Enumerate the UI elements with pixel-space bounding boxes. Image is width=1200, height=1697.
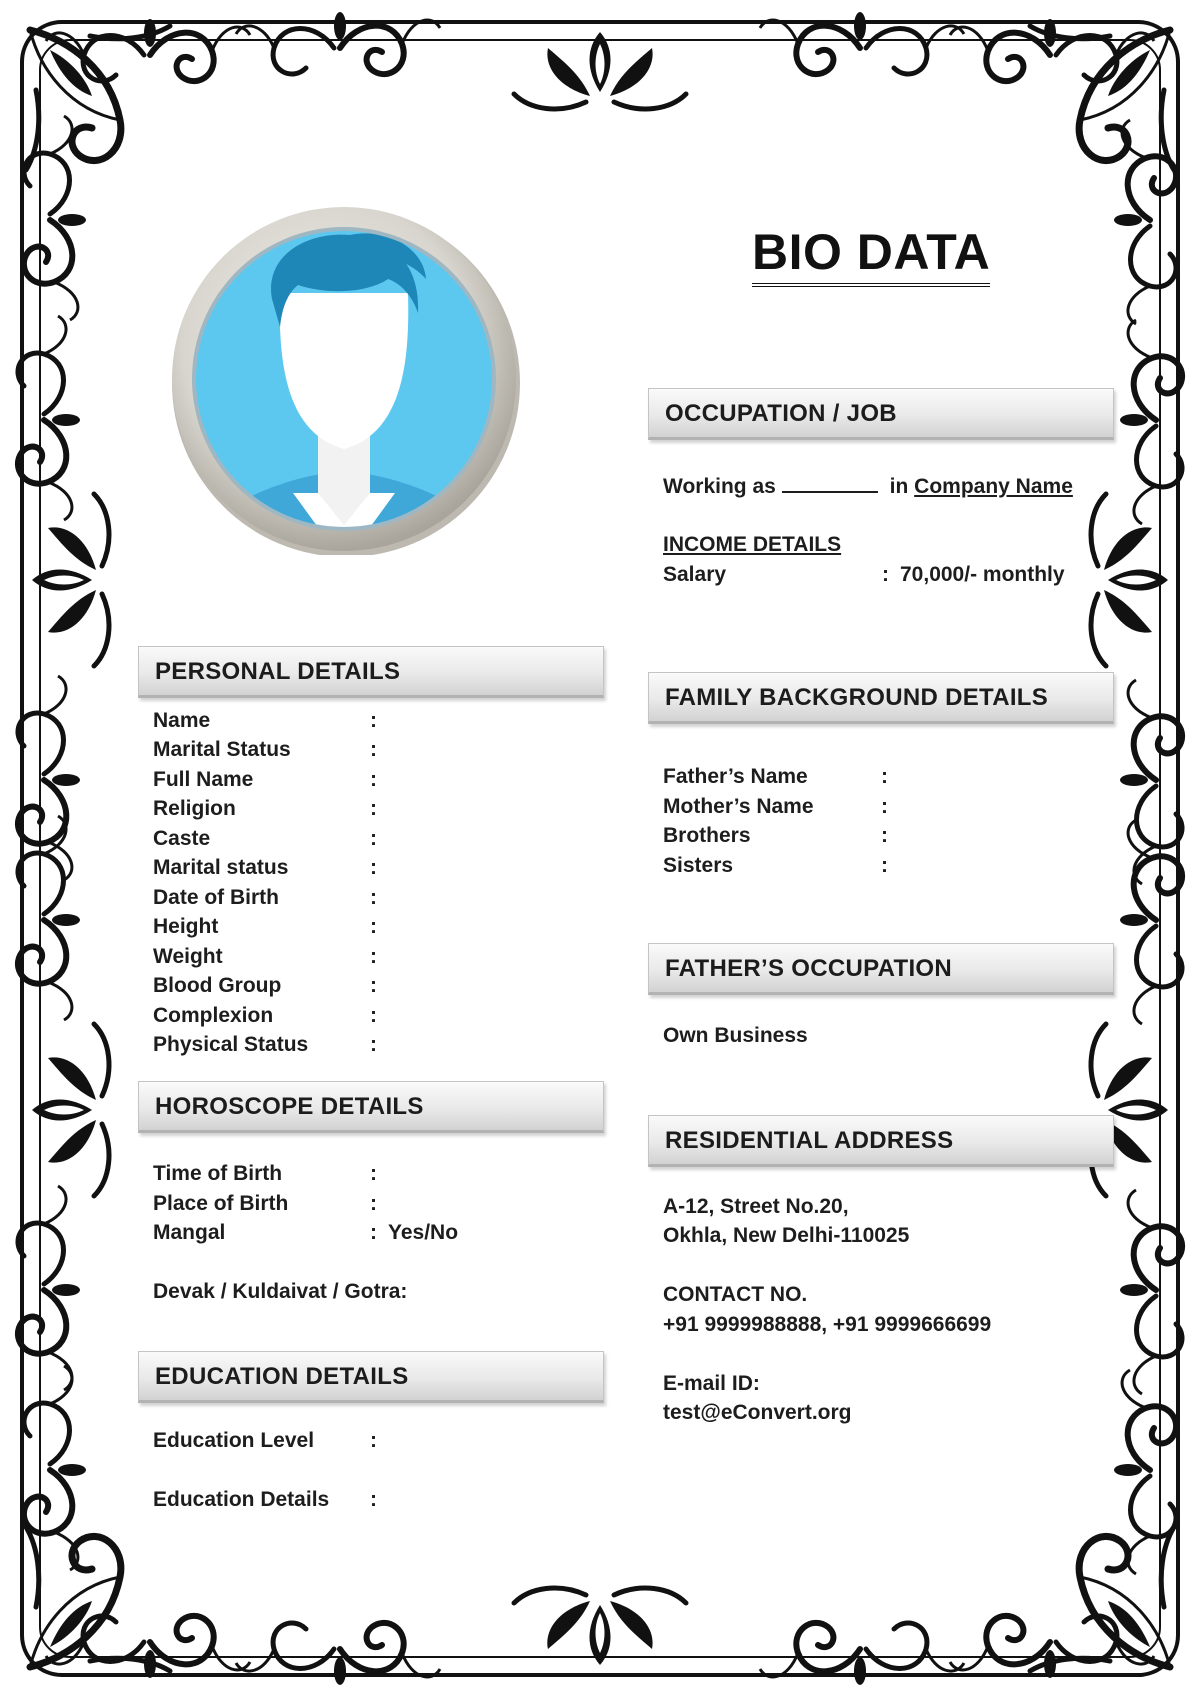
field-colon: : — [370, 827, 377, 850]
field-colon: : — [370, 738, 377, 761]
personal-field: Physical Status — [153, 1033, 309, 1056]
family-field: Mother’s Name — [663, 795, 814, 818]
residential-address-header: RESIDENTIAL ADDRESS — [648, 1115, 1114, 1167]
gotra-label: Devak / Kuldaivat / Gotra: — [153, 1280, 408, 1303]
email-label: E-mail ID: — [663, 1372, 760, 1395]
page-title: BIO DATA — [752, 223, 990, 287]
personal-field: Caste — [153, 827, 211, 850]
working-as-line — [663, 473, 1073, 500]
field-colon: : — [881, 795, 888, 818]
personal-field: Date of Birth — [153, 886, 279, 909]
field-colon: : — [370, 797, 377, 820]
field-colon: : — [370, 1192, 377, 1215]
address-line-1: A-12, Street No.20, — [663, 1195, 849, 1218]
working-as-blank — [782, 473, 878, 493]
field-colon: : — [370, 915, 377, 938]
email-value[interactable]: test@eConvert.org — [663, 1401, 852, 1424]
family-field: Brothers — [663, 824, 751, 847]
income-title: INCOME DETAILS — [663, 533, 842, 556]
personal-details-header: PERSONAL DETAILS — [138, 646, 604, 698]
working-as-label: Working as — [663, 475, 776, 498]
field-colon: : — [370, 709, 377, 732]
horoscope-details-header: HOROSCOPE DETAILS — [138, 1081, 604, 1133]
mangal-value: Yes/No — [388, 1221, 459, 1244]
personal-field: Complexion — [153, 1004, 274, 1027]
in-text: in — [889, 475, 909, 498]
family-field: Sisters — [663, 854, 734, 877]
field-colon: : — [370, 945, 377, 968]
personal-field: Height — [153, 915, 219, 938]
field-colon: : — [370, 1033, 377, 1056]
salary-value: 70,000/- monthly — [900, 563, 1065, 586]
field-colon: : — [370, 1488, 377, 1511]
field-colon: : — [881, 765, 888, 788]
horoscope-field: Time of Birth — [153, 1162, 283, 1185]
personal-field: Full Name — [153, 768, 254, 791]
family-background-header: FAMILY BACKGROUND DETAILS — [648, 672, 1114, 724]
horoscope-field: Mangal — [153, 1221, 226, 1244]
field-colon: : — [881, 854, 888, 877]
personal-field: Name — [153, 709, 211, 732]
field-colon: : — [370, 974, 377, 997]
field-colon: : — [370, 1429, 377, 1452]
education-details-header: EDUCATION DETAILS — [138, 1351, 604, 1403]
field-colon: : — [370, 886, 377, 909]
personal-field: Weight — [153, 945, 223, 968]
contact-label: CONTACT NO. — [663, 1283, 808, 1306]
personal-field: Religion — [153, 797, 236, 820]
salary-colon: : — [882, 563, 889, 586]
education-field: Education Details — [153, 1488, 330, 1511]
family-field: Father’s Name — [663, 765, 808, 788]
company-name: Company Name — [914, 475, 1073, 498]
education-field: Education Level — [153, 1429, 315, 1452]
father-occupation-header: FATHER’S OCCUPATION — [648, 943, 1114, 995]
salary-label: Salary — [663, 563, 727, 586]
personal-field: Marital status — [153, 856, 289, 879]
field-colon: : — [370, 1221, 377, 1244]
occupation-header: OCCUPATION / JOB — [648, 388, 1114, 440]
personal-field: Blood Group — [153, 974, 282, 997]
horoscope-field: Place of Birth — [153, 1192, 289, 1215]
profile-placeholder-icon — [168, 203, 520, 555]
father-occupation-value: Own Business — [663, 1024, 808, 1047]
personal-field: Marital Status — [153, 738, 291, 761]
address-line-2: Okhla, New Delhi-110025 — [663, 1224, 910, 1247]
field-colon: : — [370, 1004, 377, 1027]
field-colon: : — [370, 856, 377, 879]
field-colon: : — [881, 824, 888, 847]
field-colon: : — [370, 1162, 377, 1185]
contact-value: +91 9999988888, +91 9999666699 — [663, 1313, 992, 1336]
field-colon: : — [370, 768, 377, 791]
